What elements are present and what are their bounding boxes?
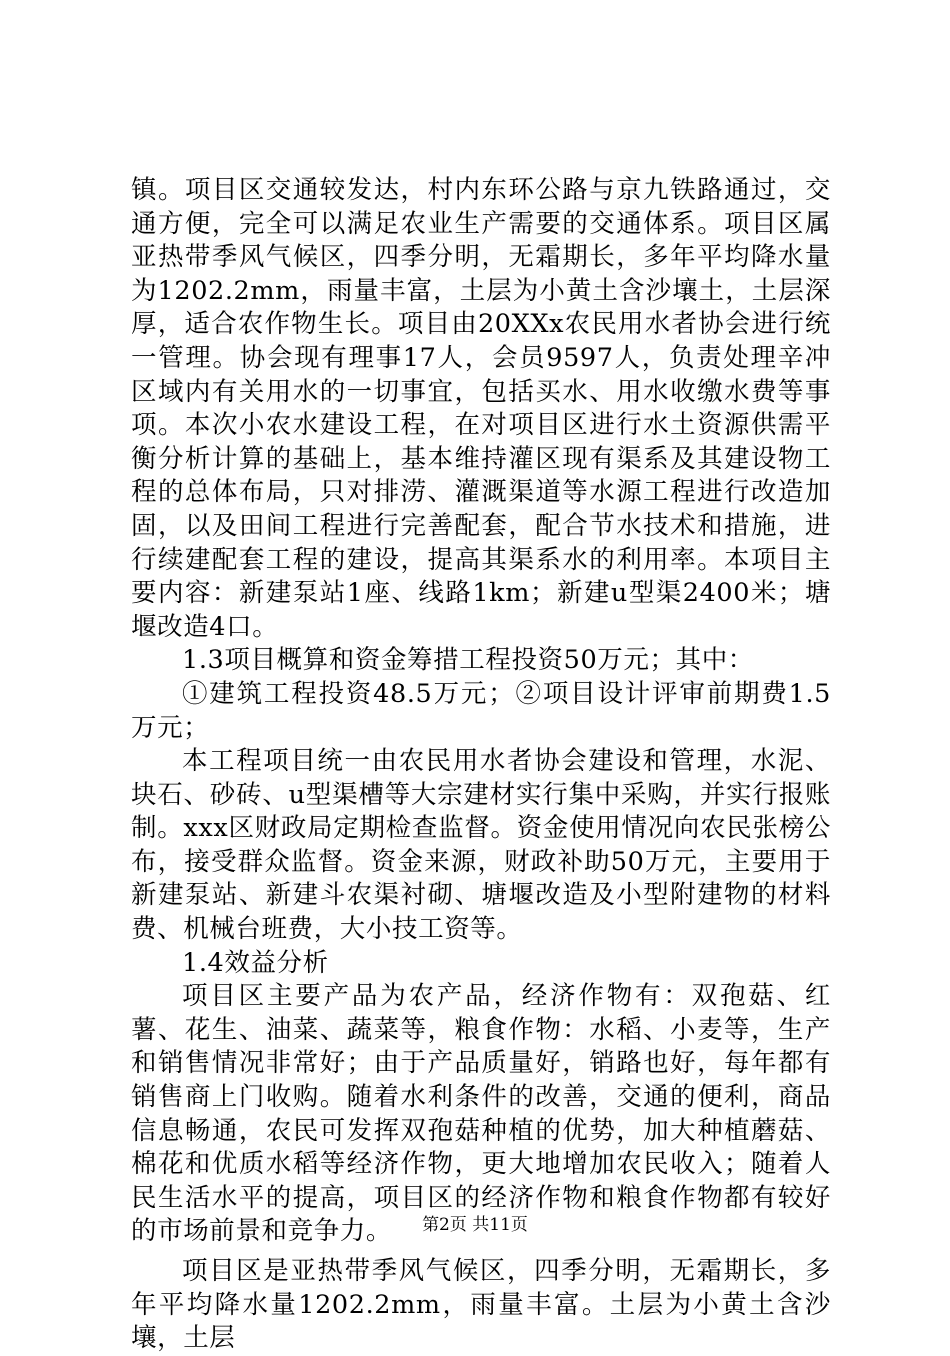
paragraph-climate: 项目区是亚热带季风气候区，四季分明，无霜期长，多年平均降水量1202.2mm，雨量丰富。土层为小黄土含沙壤，土层 [131,1256,831,1354]
paragraph-budget-heading: 1.3项目概算和资金筹措工程投资50万元；其中： [182,645,754,676]
page-number: 第2页 共11页 [422,1215,528,1235]
document-body [131,174,831,1356]
paragraph-benefit-heading: 1.4效益分析 [182,947,329,978]
paragraph-products: 项目区主要产品为农产品，经济作物有：双孢菇、红薯、花生、油菜、蔬菜等，粮食作物：水稻、小麦等，生产和销售情况非常好；由于产品质量好，销路也好，每年都有销售商上门收购。随着水利条件的改善，交通的便利，商品信息畅通，农民可发挥双孢菇种植的优势，加大种植蘑菇、棉花和优质水稻等经济作物，更大地增加农民收入；随着人民生活水平的提高，项目区的经济作物和粮食作物都有较好的市场前景和竞争力。 [131,981,831,1247]
paragraph-management: 本工程项目统一由农民用水者协会建设和管理，水泥、块石、砂砖、u型渠槽等大宗建材实行集中采购，并实行报账制。xxx区财政局定期检查监督。资金使用情况向农民张榜公布，接受群众监督。资金来源，财政补助50万元，主要用于新建泵站、新建斗农渠衬砌、塘堰改造及小型附建物的材料费、机械台班费，大小技工资等。 [131,746,831,945]
page-footer [0,1214,950,1236]
paragraph-project-overview: 镇。项目区交通较发达，村内东环公路与京九铁路通过，交通方便，完全可以满足农业生产需要的交通体系。项目区属亚热带季风气候区，四季分明，无霜期长，多年平均降水量为1202.2mm，雨量丰富，土层为小黄土含沙壤土，土层深厚，适合农作物生长。项目由20XXx农民用水者协会进行统一管理。协会现有理事17人，会员9597人，负责处理辛冲区域内有关用水的一切事宜，包括买水、用水收缴水费等事项。本次小农水建设工程，在对项目区进行水土资源供需平衡分析计算的基础上，基本维持灌区现有渠系及其建设物工程的总体布局，只对排涝、灌溉渠道等水源工程进行改造加固，以及田间工程进行完善配套，配合节水技术和措施，进行续建配套工程的建设，提高其渠系水的利用率。本项目主要内容：新建泵站1座、线路1km；新建u型渠2400米；塘堰改造4口。 [131,175,831,642]
paragraph-investment-items: ①建筑工程投资48.5万元；②项目设计评审前期费1.5万元； [131,678,831,743]
